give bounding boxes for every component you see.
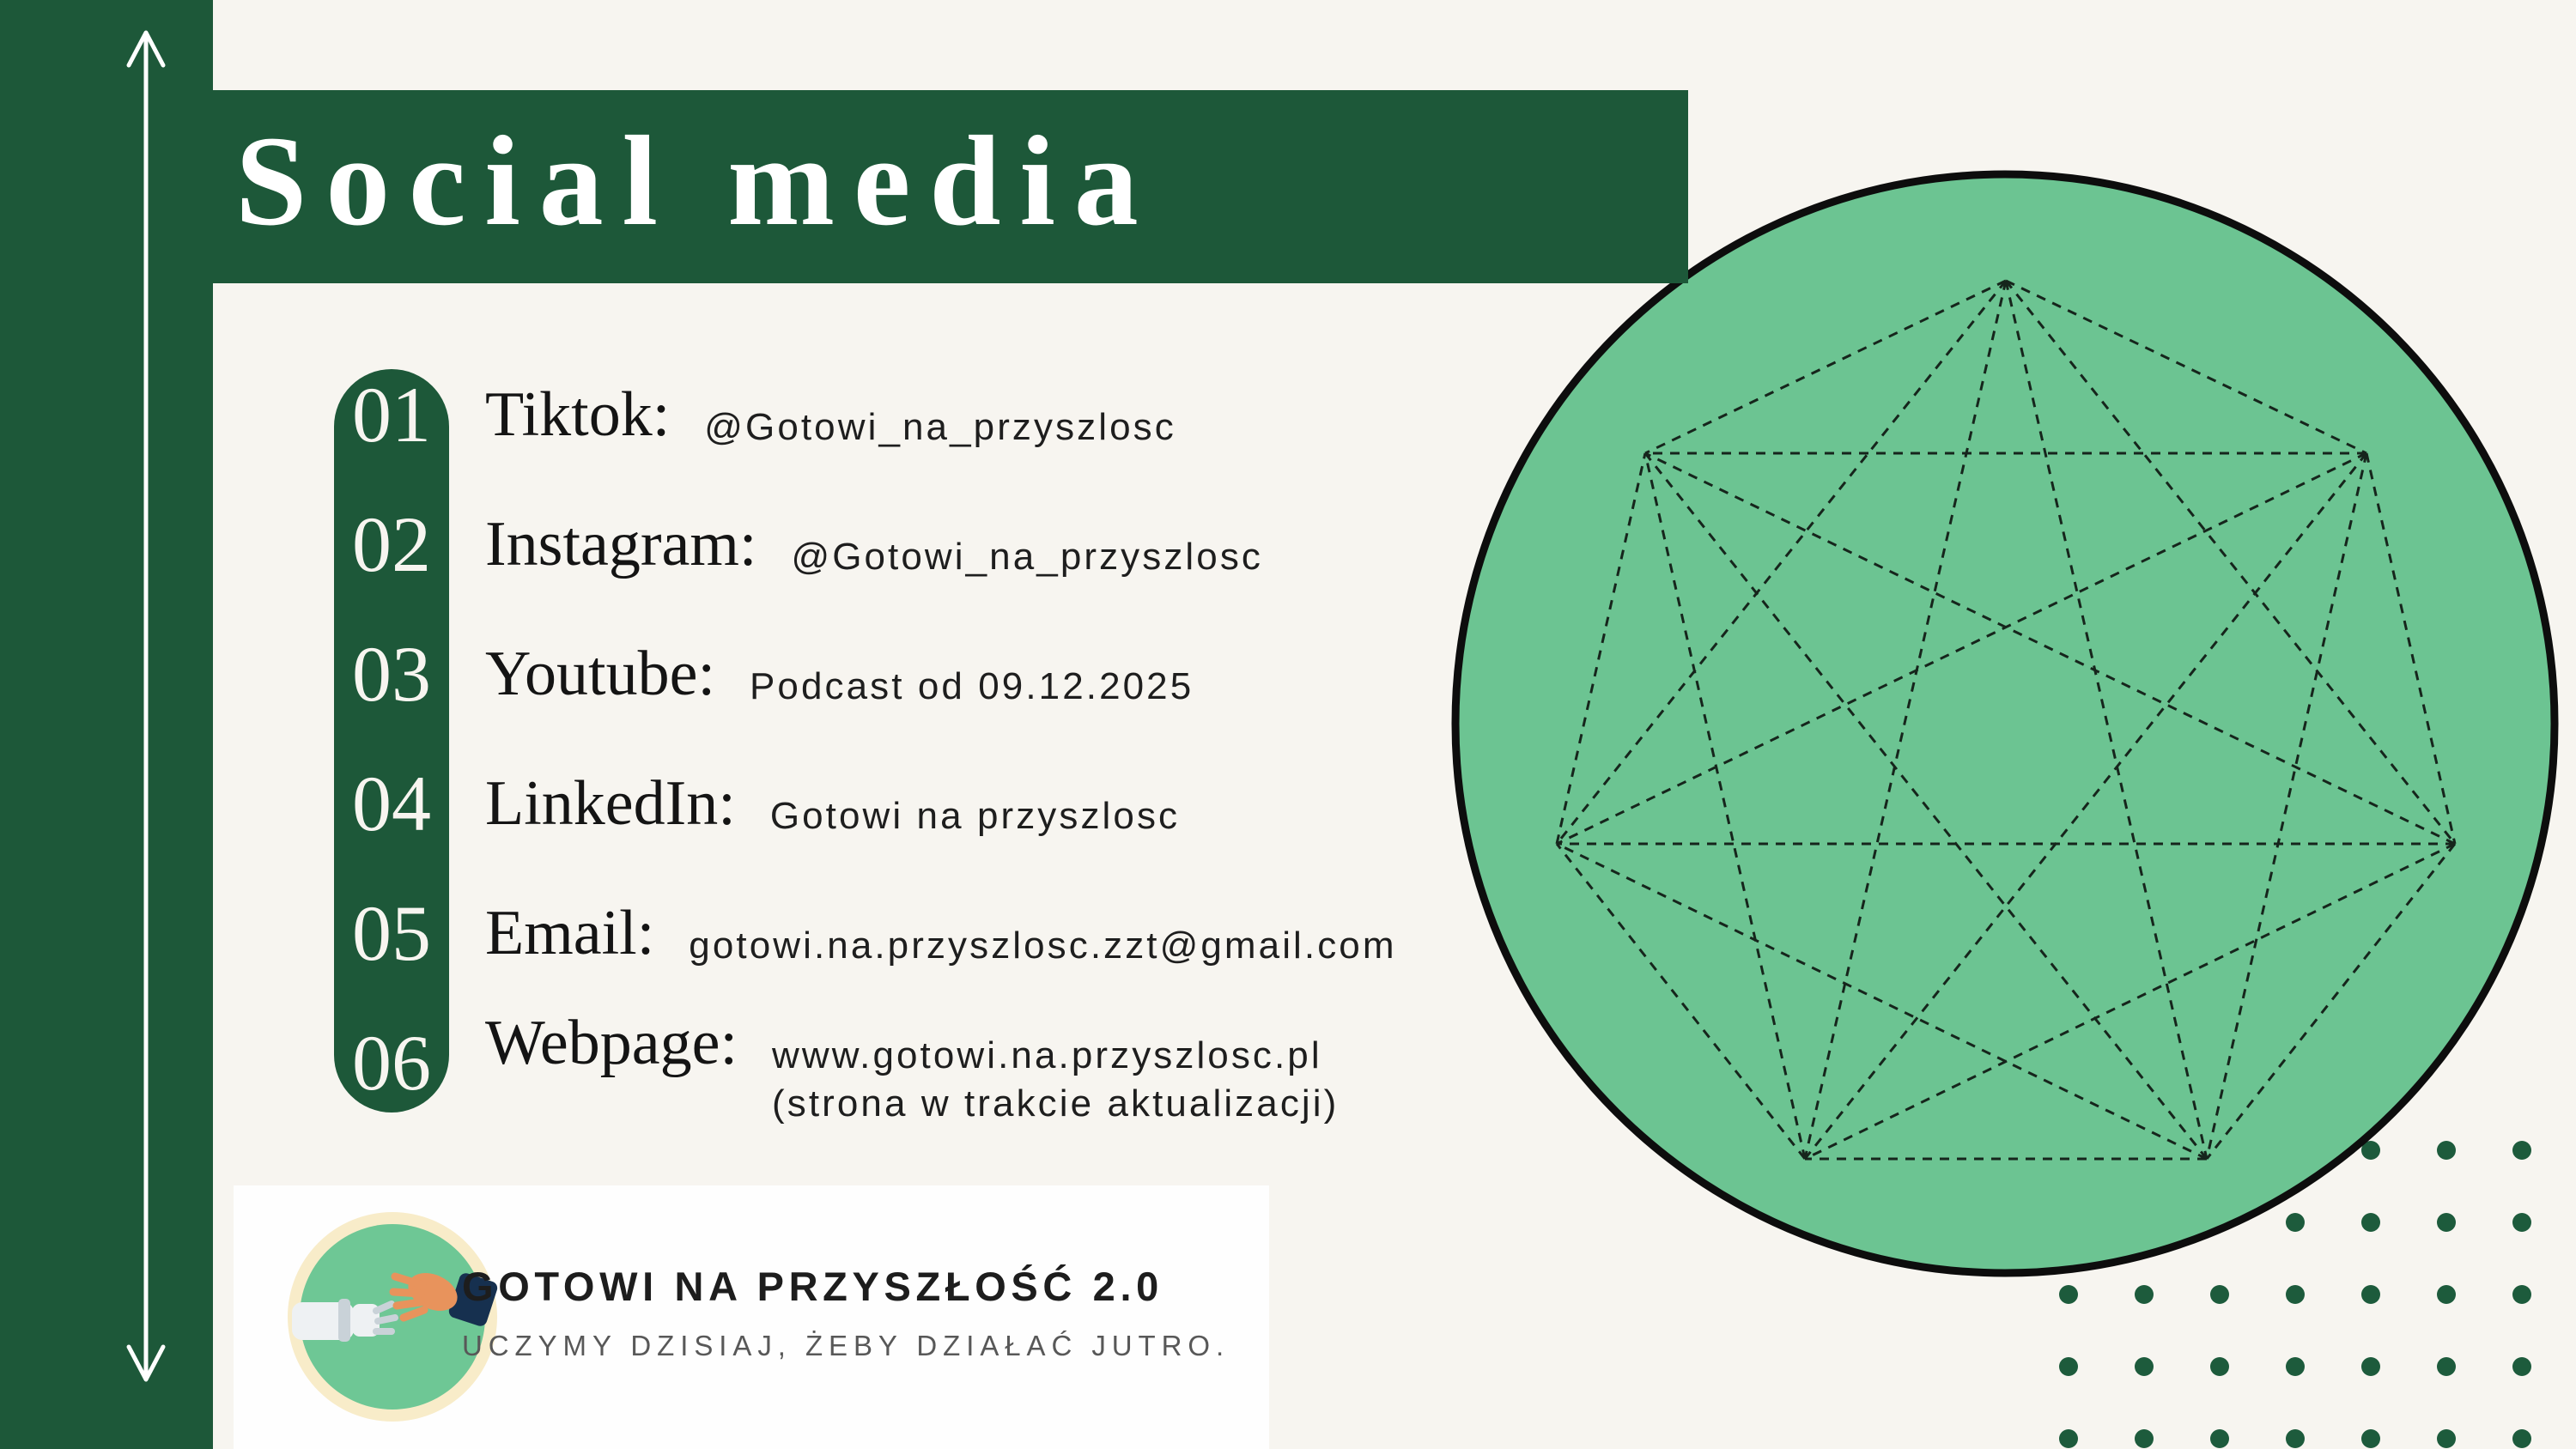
grid-dot	[2512, 1141, 2531, 1160]
brand-logo	[285, 1210, 500, 1424]
brand-tagline: UCZYMY DZISIAJ, ŻEBY DZIAŁAĆ JUTRO.	[462, 1330, 1230, 1361]
brand-card	[234, 1185, 1269, 1449]
item-number: 02	[352, 500, 431, 588]
item-number: 03	[352, 630, 431, 718]
grid-dot	[2210, 1357, 2229, 1376]
list-item-webpage	[485, 1008, 1340, 1129]
page-title: Social media	[235, 109, 1157, 252]
grid-dot	[2512, 1429, 2531, 1448]
item-number: 06	[352, 1019, 431, 1106]
grid-dot	[2286, 1285, 2305, 1304]
item-value-line2: (strona w trakcie aktualizacji)	[772, 1082, 1340, 1125]
grid-dot	[2512, 1357, 2531, 1376]
grid-dot	[2361, 1285, 2380, 1304]
grid-dot	[2059, 1429, 2078, 1448]
grid-dot	[2512, 1285, 2531, 1304]
grid-dot	[2059, 1285, 2078, 1304]
grid-dot	[2361, 1357, 2380, 1376]
grid-dot	[2286, 1357, 2305, 1376]
list-item-tiktok	[485, 379, 1176, 452]
item-label: Webpage:	[485, 1008, 738, 1078]
grid-dot	[2210, 1285, 2229, 1304]
grid-dot	[2210, 1429, 2229, 1448]
item-label: Email:	[485, 898, 655, 968]
item-number: 05	[352, 889, 431, 977]
network-circle	[1455, 174, 2555, 1273]
item-label: LinkedIn:	[485, 768, 736, 839]
grid-dot	[2437, 1357, 2456, 1376]
grid-dot	[2437, 1285, 2456, 1304]
grid-dot	[2437, 1213, 2456, 1232]
grid-dot	[2286, 1429, 2305, 1448]
grid-dot	[2437, 1429, 2456, 1448]
item-label: Instagram:	[485, 509, 757, 579]
list-item-email	[485, 898, 1397, 970]
grid-dot	[2437, 1141, 2456, 1160]
brand-name: GOTOWI NA PRZYSZŁOŚĆ 2.0	[462, 1264, 1163, 1309]
header-banner	[213, 90, 1688, 283]
grid-dot	[2059, 1357, 2078, 1376]
list-item-instagram	[485, 509, 1263, 581]
item-label: Youtube:	[485, 639, 715, 709]
item-value: Podcast od 09.12.2025	[750, 665, 1194, 707]
item-number: 01	[352, 371, 431, 458]
grid-dot	[2286, 1213, 2305, 1232]
grid-dot	[2135, 1357, 2154, 1376]
grid-dot	[2512, 1213, 2531, 1232]
item-value: Gotowi na przyszlosc	[769, 795, 1181, 837]
grid-dot	[2135, 1429, 2154, 1448]
item-value: @Gotowi_na_przyszlosc	[791, 536, 1263, 578]
item-value: gotowi.na.przyszlosc.zzt@gmail.com	[689, 925, 1397, 967]
item-number: 04	[352, 760, 431, 847]
number-pill	[334, 369, 449, 1113]
grid-dot	[2361, 1213, 2380, 1232]
list-item-linkedin	[485, 768, 1181, 840]
item-label: Tiktok:	[485, 379, 671, 450]
list-item-youtube	[485, 639, 1194, 711]
item-value-line1: www.gotowi.na.przyszlosc.pl	[772, 1034, 1322, 1076]
grid-dot	[2135, 1285, 2154, 1304]
item-value	[772, 1032, 1339, 1129]
item-value: @Gotowi_na_przyszlosc	[704, 406, 1176, 448]
grid-dot	[2361, 1429, 2380, 1448]
